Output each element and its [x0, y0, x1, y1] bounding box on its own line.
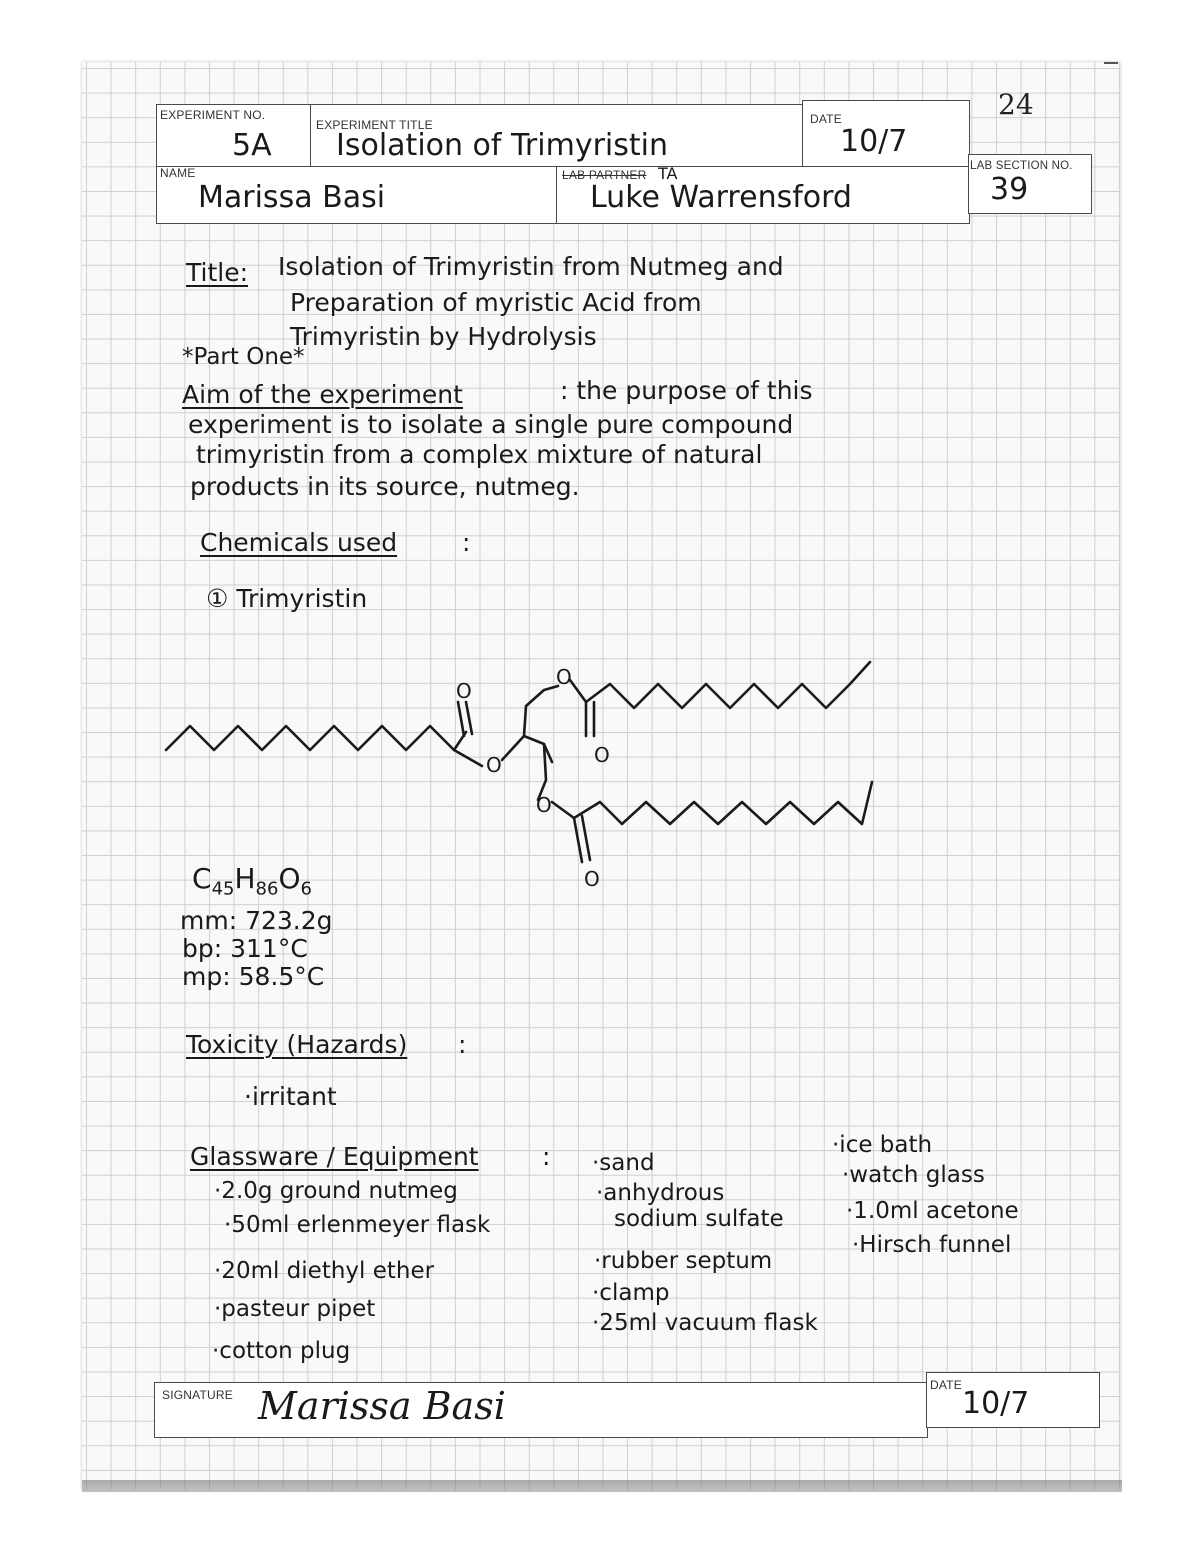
equipment-col1-item-3: ·20ml diethyl ether — [214, 1258, 435, 1284]
molar-mass: mm: 723.2g — [180, 906, 333, 935]
structure-bond-lower-ester — [552, 802, 574, 818]
equipment-col2-item-5: ·clamp — [592, 1280, 670, 1306]
page-number: 24 — [998, 88, 1034, 121]
structure-bond-upper-ester — [570, 680, 586, 702]
structure-label-o-carbonyl-lower: O — [584, 867, 600, 890]
toxicity-colon: : — [458, 1030, 467, 1059]
equipment-colon: : — [542, 1142, 551, 1171]
toxicity-item: ·irritant — [244, 1082, 337, 1111]
experiment-no-value: 5A — [232, 128, 272, 163]
title-label: Title: — [186, 258, 248, 287]
structure-label-o-ester-left: O — [486, 753, 502, 777]
structure-bond-glycerol-upper — [524, 686, 558, 736]
aim-label: Aim of the experiment — [182, 380, 463, 409]
molecular-formula: $C_{45}H_{86}O_6$ — [192, 862, 312, 900]
equipment-col3-item-2: ·watch glass — [842, 1162, 985, 1188]
equipment-col3-item-1: ·ice bath — [832, 1132, 933, 1158]
equipment-col2-item-4: ·rubber septum — [594, 1248, 773, 1274]
experiment-no-label: EXPERIMENT NO. — [160, 108, 266, 122]
equipment-col3-item-3: ·1.0ml acetone — [846, 1198, 1019, 1224]
equipment-label: Glassware / Equipment — [190, 1142, 479, 1171]
aim-line-3: trimyristin from a complex mixture of natural — [196, 440, 763, 469]
page-edge — [82, 1480, 1122, 1492]
melting-point: mp: 58.5°C — [182, 962, 325, 991]
equipment-col1-item-2: ·50ml erlenmeyer flask — [224, 1212, 491, 1238]
structure-bond-double-left-b — [466, 702, 472, 734]
footer-date-value: 10/7 — [962, 1386, 1030, 1421]
equipment-col3-item-4: ·Hirsch funnel — [852, 1232, 1012, 1258]
aim-line-4: products in its source, nutmeg. — [190, 472, 580, 501]
aim-line-2: experiment is to isolate a single pure compound — [188, 410, 794, 439]
date-value: 10/7 — [840, 124, 908, 159]
structure-bond-double-left-a — [458, 702, 464, 736]
name-label: NAME — [160, 166, 196, 180]
equipment-col2-item-2: ·anhydrous — [596, 1180, 725, 1206]
experiment-title-value: Isolation of Trimyristin — [336, 128, 668, 163]
structure-label-o-carbonyl-left: O — [456, 679, 472, 703]
lab-section-label: LAB SECTION NO. — [970, 160, 1073, 172]
structure-label-o-ester-lower: O — [536, 793, 552, 817]
lab-section-value: 39 — [990, 172, 1029, 207]
title-line-3: Trimyristin by Hydrolysis — [290, 322, 597, 351]
chemical-item-1: ① Trimyristin — [206, 584, 368, 613]
aim-line-1: : the purpose of this — [560, 376, 813, 405]
trimyristin-structure — [160, 650, 880, 890]
structure-label-o-carbonyl-upper: O — [594, 743, 610, 767]
structure-bond-co-left — [454, 750, 482, 766]
title-line-1: Isolation of Trimyristin from Nutmeg and — [278, 252, 784, 281]
lab-partner-value: Luke Warrensford — [590, 180, 852, 215]
structure-bond-chain-lower — [574, 782, 872, 824]
structure-bond-chain-left — [166, 726, 466, 750]
page-corner-mark — [1104, 62, 1118, 64]
footer-date-label: DATE — [930, 1378, 962, 1392]
boiling-point: bp: 311°C — [182, 934, 308, 963]
equipment-col2-item-6: ·25ml vacuum flask — [592, 1310, 818, 1336]
equipment-col1-item-1: ·2.0g ground nutmeg — [214, 1178, 458, 1204]
part-one-label: *Part One* — [182, 344, 305, 370]
signature-label: SIGNATURE — [162, 1388, 233, 1402]
toxicity-label: Toxicity (Hazards) — [186, 1030, 408, 1059]
lab-partner-struck-value: TA — [658, 164, 678, 183]
name-value: Marissa Basi — [198, 180, 386, 215]
chemicals-label: Chemicals used — [200, 528, 398, 557]
equipment-col2-item-1: ·sand — [592, 1150, 655, 1176]
structure-label-o-ester-upper: O — [556, 665, 572, 689]
equipment-col1-item-5: ·cotton plug — [212, 1338, 351, 1364]
equipment-col1-item-4: ·pasteur pipet — [214, 1296, 376, 1322]
title-line-2: Preparation of myristic Acid from — [290, 288, 702, 317]
structure-bond-chain-upper — [586, 662, 870, 708]
date-label: DATE — [810, 112, 842, 126]
equipment-col2-item-3: sodium sulfate — [614, 1206, 784, 1232]
experiment-title-label: EXPERIMENT TITLE — [316, 118, 433, 132]
chemicals-colon: : — [462, 528, 471, 557]
signature-value: Marissa Basi — [258, 1384, 506, 1428]
lab-partner-label: LAB PARTNER — [562, 168, 647, 182]
structure-bond-double-lower-b — [582, 816, 590, 860]
structure-bond-glycerol-lower — [538, 744, 546, 800]
structure-bond-double-lower-a — [574, 818, 582, 862]
